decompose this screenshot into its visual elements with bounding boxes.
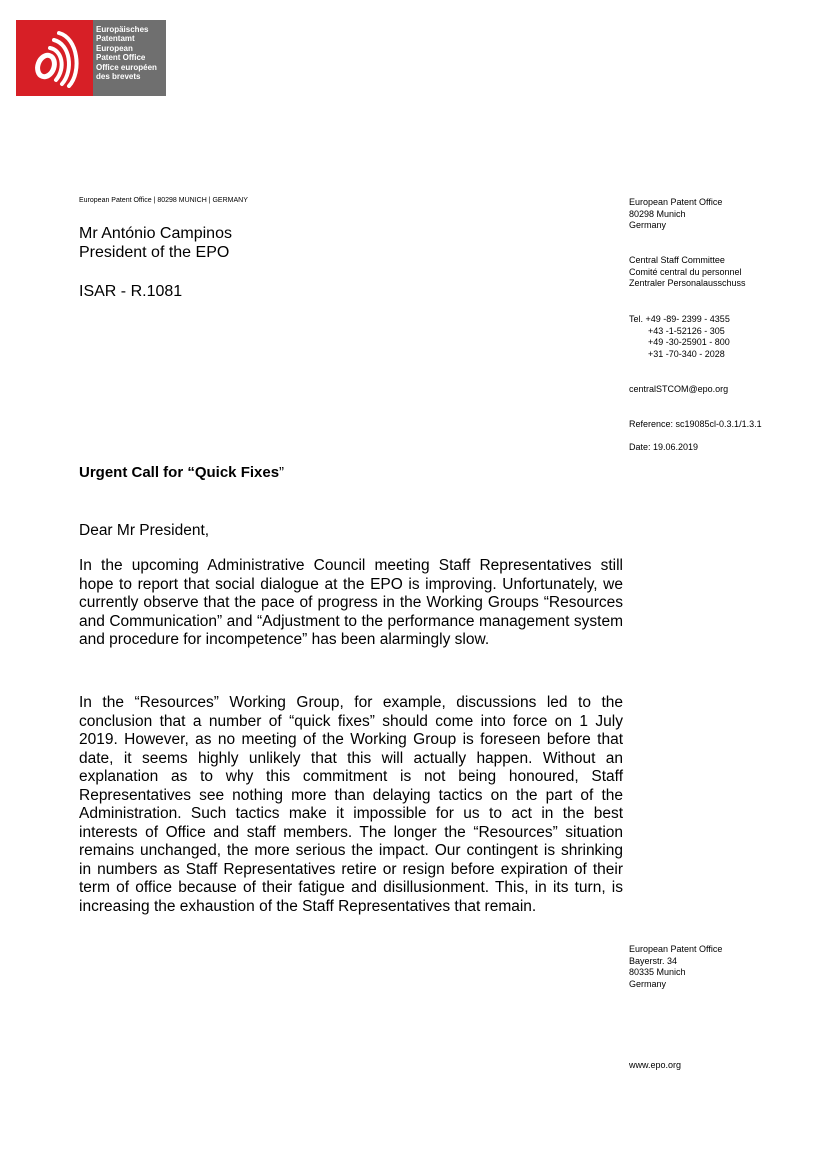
address-line: Germany <box>629 220 667 230</box>
salutation: Dear Mr President, <box>79 522 210 539</box>
address-line: 80298 Munich <box>629 208 686 219</box>
logo-text-line: European <box>96 44 133 53</box>
telephone-line: +49 -30-25901 - 800 <box>648 337 730 347</box>
addressee-block <box>79 224 232 262</box>
committee-line: Central Staff Committee <box>629 255 725 265</box>
logo-text-line: Europäisches <box>96 25 149 34</box>
logo-text-line: des brevets <box>96 72 141 81</box>
footer-address <box>629 944 722 990</box>
committee-line: Zentraler Personalausschuss <box>629 278 746 288</box>
epo-logo <box>16 20 166 96</box>
letter-date: Date: 19.06.2019 <box>629 442 699 452</box>
logo-text-line: Patentamt <box>96 34 135 43</box>
epo-logo-mark <box>16 20 93 96</box>
body-paragraph: In the upcoming Administrative Council meeting Staff Representatives still hope to report that social dialogue at the EPO is improving. Unfortunately, we currently observe that the pace of progress in the Working Groups “Resources and Communication” and “Adjustment to the performance management system and procedure for incompetence” has been alarmingly slow. <box>79 557 623 648</box>
footer-address-line: 80335 Munich <box>629 967 686 977</box>
committee-names <box>629 255 746 290</box>
subject-closing-quote: ” <box>279 464 285 481</box>
epo-logo-wordmark <box>93 20 166 96</box>
committee-line: Comité central du personnel <box>629 266 742 277</box>
subject-text: Urgent Call for “Quick Fixes <box>79 464 280 481</box>
epo-logo-icon <box>26 28 84 88</box>
footer-address-line: Bayerstr. 34 <box>629 955 678 966</box>
body-paragraph: In the “Resources” Working Group, for example, discussions led to the conclusion that a number of “quick fixes” should come into force on 1 July 2019. However, as no meeting of the Working Group is foreseen before that date, it seems highly unlikely that this will actually happen. Without an explanation as to why this commitment is not being honoured, Staff Representatives see nothing more than delaying tactics on the part of the Administration. Such tactics make it impossible for us to act in the best interests of Office and staff members. The longer the “Resources” situation remains unchanged, the more serious the impact. Our contingent is shrinking in numbers as Staff Representatives retire or resign before expiration of their term of office because of their fatigue and disillusionment. This, in its turn, is increasing the exhaustion of the Staff Representatives that remain. <box>79 694 623 915</box>
website-link[interactable]: www.epo.org <box>629 1060 682 1070</box>
sender-return-address: European Patent Office | 80298 MUNICH | GERMANY <box>79 197 248 204</box>
footer-address-line: European Patent Office <box>629 944 723 954</box>
telephone-line: +43 -1-52126 - 305 <box>648 325 725 336</box>
telephone-line: Tel. +49 -89- 2399 - 4355 <box>629 314 730 324</box>
footer-address-line: Germany <box>629 978 667 989</box>
sender-address <box>629 197 722 232</box>
address-line: European Patent Office <box>629 197 723 207</box>
addressee-title: President of the EPO <box>79 244 230 261</box>
telephone-line: +31 -70-340 - 2028 <box>648 348 725 359</box>
addressee-name: Mr António Campinos <box>79 225 232 242</box>
logo-text-line: Patent Office <box>96 53 146 62</box>
reference-number: Reference: sc19085cl-0.3.1/1.3.1 <box>629 419 762 429</box>
letter-subject <box>79 464 284 481</box>
telephone-numbers <box>629 314 730 360</box>
letter-reference-code: ISAR - R.1081 <box>79 283 183 300</box>
logo-text-line: Office européen <box>96 63 157 72</box>
contact-email: centralSTCOM@epo.org <box>629 384 729 394</box>
